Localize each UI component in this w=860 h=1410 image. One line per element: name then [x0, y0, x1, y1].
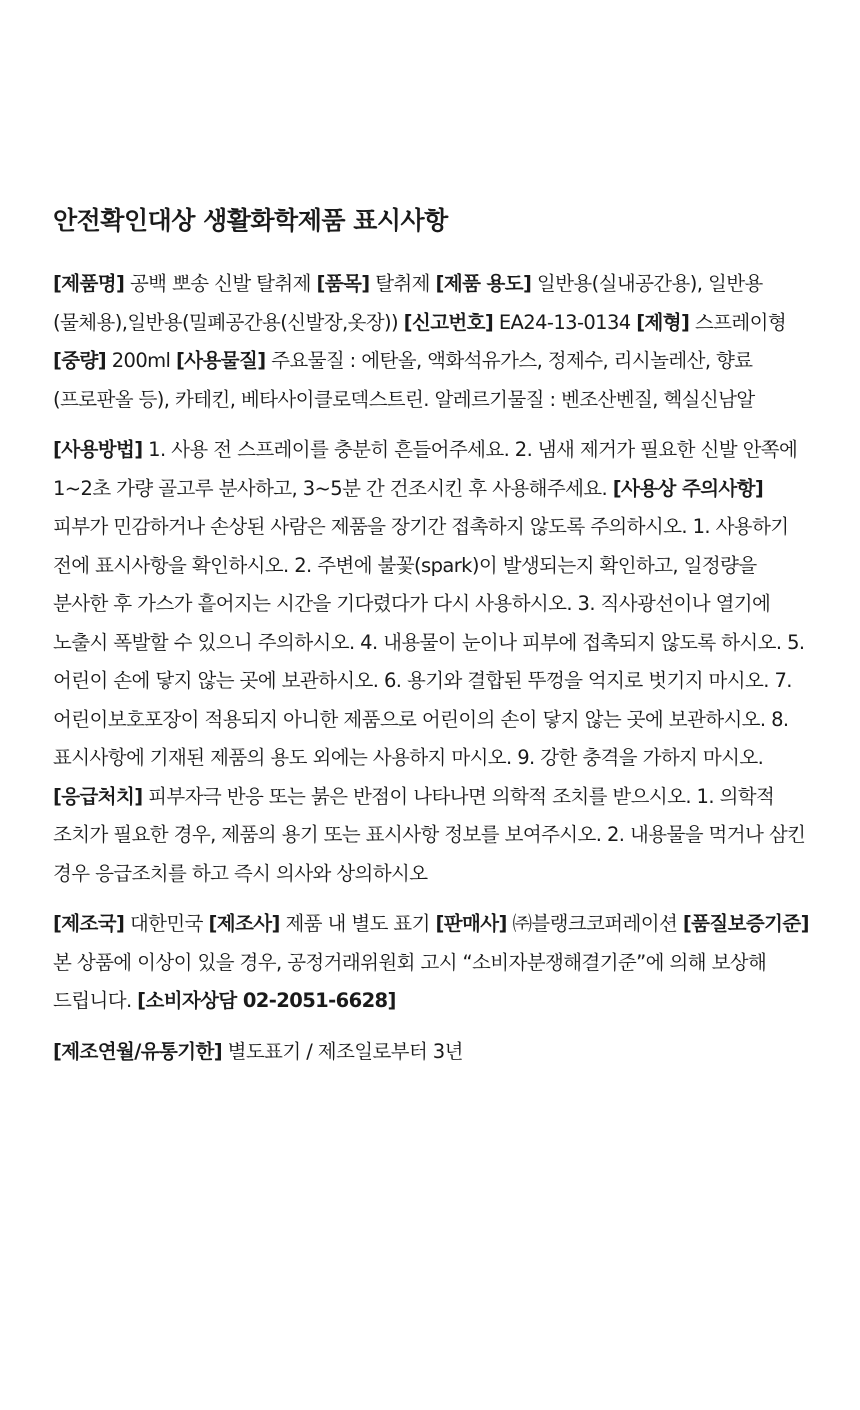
- label-paragraph: [53, 265, 813, 419]
- field-value: EA24-13-0134: [493, 310, 637, 334]
- field-label: [사용방법]: [53, 438, 143, 461]
- field-label: [중량]: [53, 349, 107, 372]
- field-label: [제형]: [636, 310, 690, 334]
- field-value: 주요물질 : 에탄올, 액화석유가스, 정제수, 리시놀레산, 향료(프로판올 등), 카테킨, 베타사이클로덱스트린. 알레르기물질 : 벤조산벤질, 헥실신남알: [53, 349, 755, 411]
- field-value: 본 상품에 이상이 있을 경우, 공정거래위원회 고시 “소비자분쟁해결기준”에 의해 보상해 드립니다.: [53, 950, 767, 1012]
- field-label: [품질보증기준]: [682, 912, 809, 935]
- field-label: [제품 용도]: [435, 272, 532, 295]
- field-label: [응급처치]: [53, 784, 143, 808]
- field-label: [소비자상담 02-2051-6628]: [137, 989, 396, 1012]
- document-title: 안전확인대상 생활화학제품 표시사항: [53, 206, 448, 235]
- field-value: 1. 사용 전 스프레이를 충분히 흔들어주세요. 2. 냄새 제거가 필요한 신발 안쪽에 1~2초 가량 골고루 분사하고, 3~5분 간 건조시킨 후 사용해주세요.: [53, 438, 798, 500]
- field-value: 대한민국: [124, 912, 209, 935]
- label-paragraph: [53, 431, 813, 893]
- label-sections: [53, 265, 813, 1071]
- field-value: 피부가 민감하거나 손상된 사람은 제품을 장기간 접촉하지 않도록 주의하시오. 1. 사용하기 전에 표시사항을 확인하시오. 2. 주변에 불꽃(spark)이 발생되는지 확인하고, 일정량을 분사한 후 가스가 흩어지는 시간을 기다렸다가 다시 사용하시오. 3. 직사광선이나 열기에 노출시 폭발할 수 있으니 주의하시오. 4. 내용물이 눈이나 피부에 접촉되지 않도록 하시오. 5. 어린이 손에 닿지 않는 곳에 보관하시오. 6. 용기와 결합된 뚜껑을 억지로 벗기지 마시오. 7. 어린이보호포장이 적용되지 아니한 제품으로 어린이의 손이 닿지 않는 곳에 보관하시오. 8. 표시사항에 기재된 제품의 용도 외에는 사용하지 마시오. 9. 강한 충격을 가하지 마시오.: [53, 515, 805, 769]
- field-label: [사용상 주의사항]: [612, 476, 764, 500]
- field-label: [제조국]: [53, 912, 125, 935]
- field-label: [제품명]: [53, 272, 125, 295]
- label-paragraph: [53, 905, 813, 1021]
- field-value: 피부자극 반응 또는 붉은 반점이 나타나면 의학적 조치를 받으시오. 1. 의학적 조치가 필요한 경우, 제품의 용기 또는 표시사항 정보를 보여주시오. 2. 내용물을 먹거나 삼킨 경우 응급조치를 하고 즉시 의사와 상의하시오: [53, 784, 806, 885]
- field-value: 공백 뽀송 신발 탈취제: [124, 272, 317, 295]
- field-value: 탈취제: [369, 272, 436, 295]
- field-label: [신고번호]: [403, 310, 494, 334]
- field-value: 일반용(실내공간용), 일반용(물체용),일반용(밀폐공간용(신발장,옷장)): [53, 272, 763, 334]
- field-label: [사용물질]: [175, 349, 266, 372]
- field-label: [제조사]: [208, 912, 280, 935]
- field-label: [판매사]: [435, 912, 507, 935]
- field-value: 별도표기 / 제조일로부터 3년: [222, 1039, 463, 1063]
- field-label: [제조연월/유통기한]: [53, 1039, 223, 1063]
- field-label: [품목]: [316, 272, 370, 295]
- field-value: ㈜블랭크코퍼레이션: [506, 912, 683, 935]
- field-value: 제품 내 별도 표기: [279, 912, 436, 935]
- product-label-document: [53, 205, 813, 1083]
- label-paragraph: [53, 1033, 813, 1072]
- field-value: 200ml: [106, 349, 176, 372]
- field-value: 스프레이형: [689, 310, 787, 334]
